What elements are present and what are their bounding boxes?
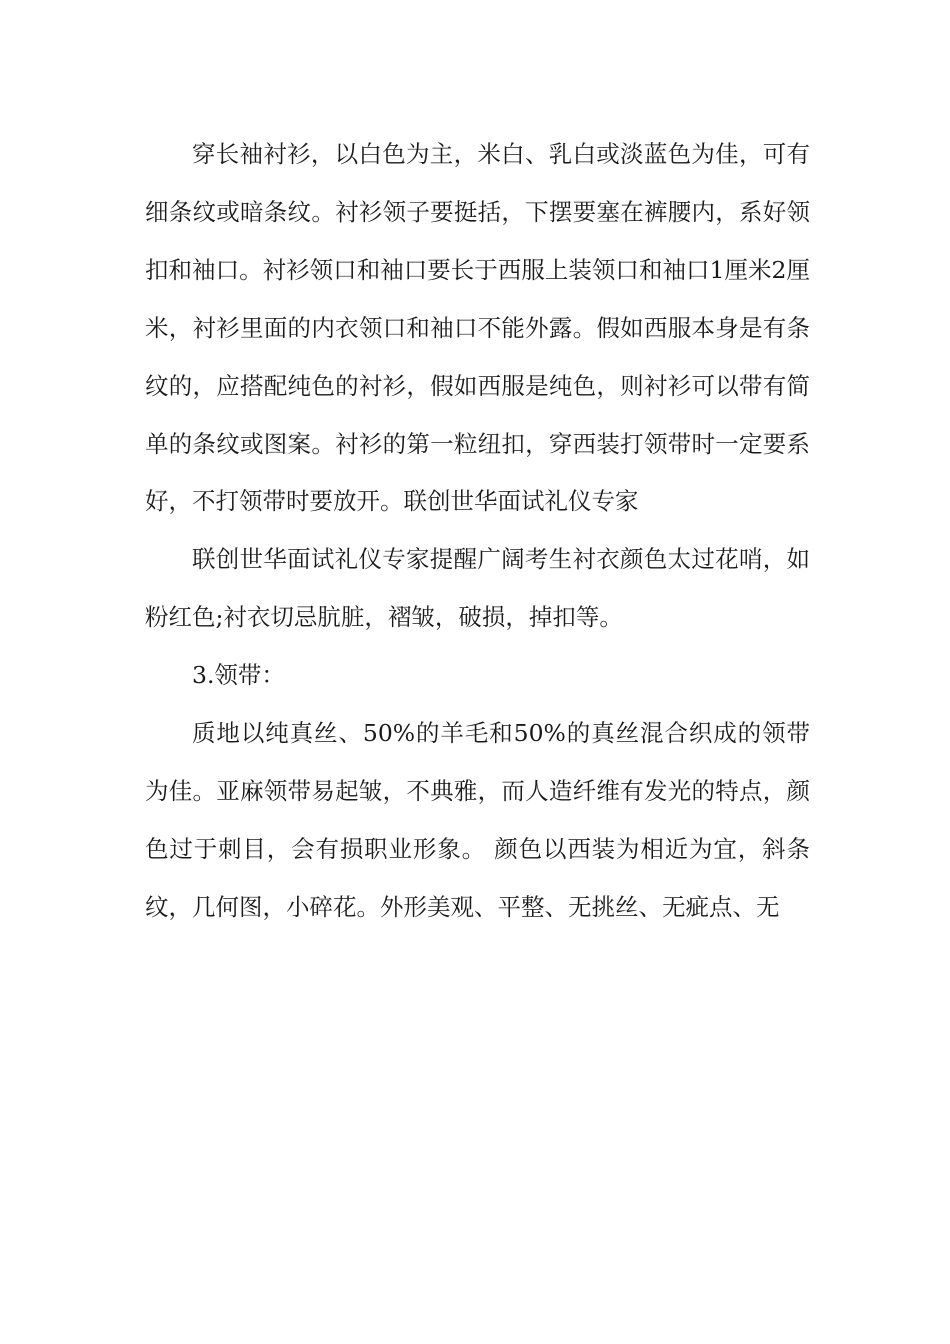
paragraph-shirt-reminder: 联创世华面试礼仪专家提醒广阔考生衬衣颜色太过花哨，如粉红色;衬衣切忌肮脏，褶皱，破损，掉扣等。 [145,545,810,632]
section-heading-tie: 3.领带： [192,661,285,690]
paragraph-shirt: 穿长袖衬衫，以白色为主，米白、乳白或淡蓝色为佳，可有细条纹或暗条纹。衬衫领子要挺括，下摆要塞在裤腰内，系好领扣和袖口。衬衫领口和袖口要长于西服上装领口和袖口1厘米2厘米，衬衫里面的内衣领口和袖口不能外露。假如西服本身是有条纹的，应搭配纯色的衬衫，假如西服是纯色，则衬衫可以带有简单的条纹或图案。衬衫的第一粒纽扣，穿西装打领带时一定要系好，不打领带时要放开。联创世华面试礼仪专家 [145,140,810,516]
paragraph-tie: 质地以纯真丝、50%的羊毛和50%的真丝混合织成的领带为佳。亚麻领带易起皱，不典雅，而人造纤维有发光的特点，颜色过于刺目，会有损职业形象。 颜色以西装为相近为宜，斜条纹，几何图，小碎花。外形美观、平整、无挑丝、无疵点、无 [145,719,810,921]
body-text [145,126,810,937]
